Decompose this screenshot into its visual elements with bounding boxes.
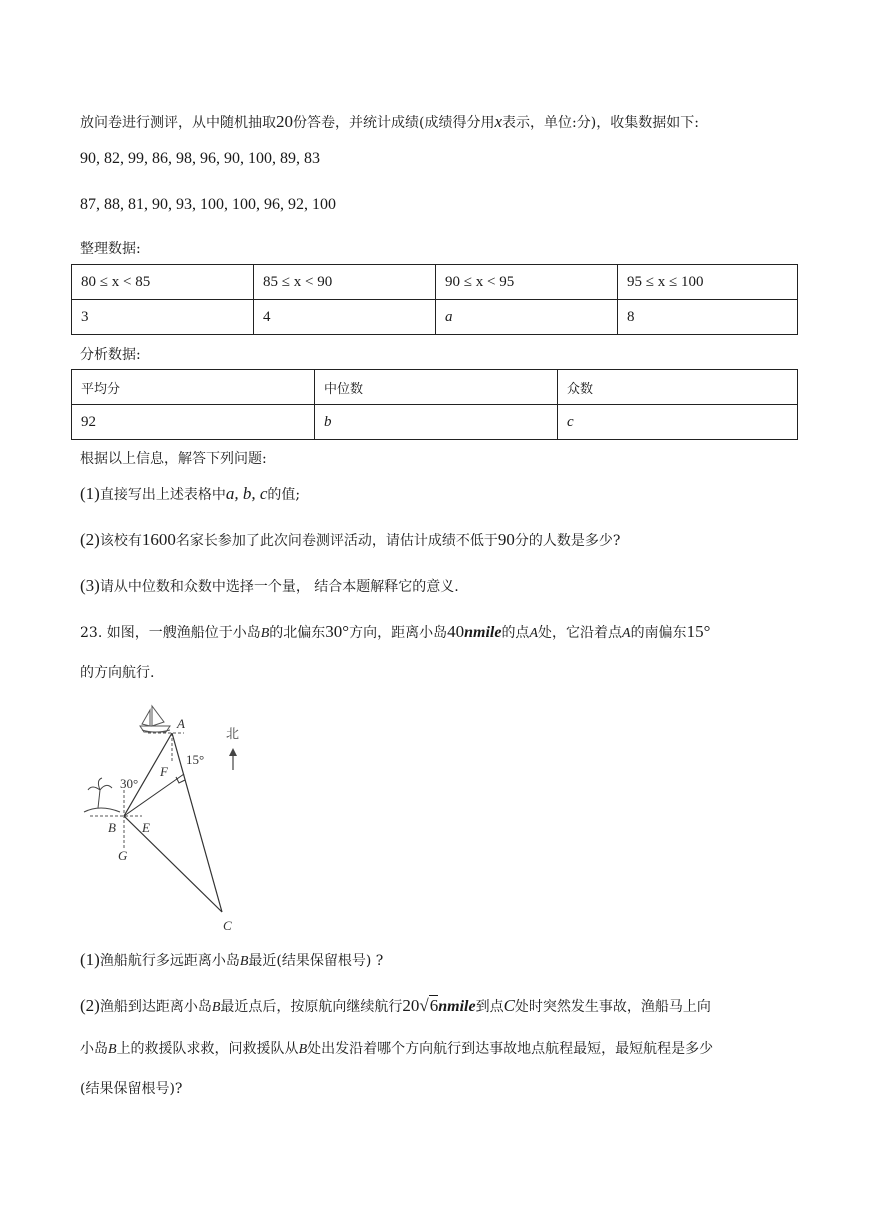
ship-icon (140, 706, 170, 732)
q23-radicand: 6 (429, 996, 439, 1015)
sample-count: 20 (276, 112, 293, 131)
analyze-label: 分析数据: (80, 347, 141, 363)
label-A: A (177, 716, 185, 731)
stats-header-cell: 中位数 (315, 370, 558, 405)
q23-p2-text: 处出发沿着哪个方向航行到达事故地点航程最短，最短航程是多少 (307, 1041, 714, 1057)
label-C: C (223, 918, 232, 933)
q23-var: B (298, 1042, 308, 1057)
instruction: 根据以上信息，解答下列问题: (80, 451, 267, 467)
part-number: (2) (80, 996, 100, 1015)
north-arrow-icon (229, 748, 237, 770)
q23-text: 处，它沿着点 (538, 625, 622, 641)
stats-header-cell: 众数 (558, 370, 798, 405)
angle-15-label: 15° (186, 752, 205, 767)
q23-text: 23. 如图，一艘渔船位于小岛 (80, 625, 261, 641)
freq-value-cell: a (436, 300, 618, 335)
intro-suffix: 表示，单位:分)，收集数据如下: (502, 115, 699, 131)
stats-value-cell: 92 (72, 405, 315, 440)
q22-p2-c: 分的人数是多少? (514, 533, 621, 549)
q23-p2-text: 渔船到达距离小岛 (99, 999, 212, 1015)
q23-p2-text: 处时突然发生事故，渔船马上向 (514, 999, 711, 1015)
q23-unit: nmile (438, 998, 476, 1015)
island-icon (84, 778, 120, 812)
q23-p1-text: 渔船航行多远距离小岛 (99, 953, 240, 969)
intro-mid: 份答卷，并统计成绩(成绩得分用 (293, 115, 495, 131)
table-row (72, 265, 798, 300)
q23-part2-line3: (结果保留根号)? (80, 1081, 183, 1097)
q23-text: 方向，距离小岛 (349, 625, 448, 641)
freq-value-cell: 8 (618, 300, 798, 335)
intro-line (80, 112, 699, 132)
label-E: E (142, 820, 150, 835)
freq-value-cell: 4 (254, 300, 436, 335)
score-variable: x (494, 112, 503, 131)
q23-var: B (260, 626, 270, 641)
intro-prefix: 放问卷进行测评，从中随机抽取 (80, 115, 276, 131)
q22-p3-text: 请从中位数和众数中选择一个量， 结合本题解释它的意义. (99, 579, 459, 595)
q23-text: 的点 (501, 625, 530, 641)
q22-p1-vars: a, b, c (225, 484, 268, 503)
freq-value-cell: 3 (72, 300, 254, 335)
q23-part1 (80, 950, 383, 970)
q23-var: C (503, 996, 515, 1015)
table-row (72, 370, 798, 405)
q23-angle-15: 15° (686, 622, 711, 641)
q23-p2-text: 最近点后，按原航向继续航行 (220, 999, 403, 1015)
right-angle-mark (176, 777, 185, 783)
organize-label: 整理数据: (80, 241, 141, 257)
q23-var: B (211, 1000, 221, 1015)
q23-part2-line1: (2)渔船到达距离小岛B最近点后，按原航向继续航行20√6nmile到点C处时突然发生事故，渔船马上向 (80, 996, 711, 1015)
part-number: (2) (80, 530, 100, 549)
freq-header-cell: 85 ≤ x < 90 (254, 265, 436, 300)
q22-part3 (80, 576, 459, 596)
q23-part2-line2 (80, 1038, 713, 1058)
label-G: G (118, 848, 128, 863)
q23-var: A (622, 626, 631, 641)
freq-header-cell: 80 ≤ x < 85 (72, 265, 254, 300)
label-F: F (160, 764, 168, 779)
table-row (72, 405, 798, 440)
q23-line1 (80, 622, 710, 642)
stats-header-cell: 平均分 (72, 370, 315, 405)
q22-p2-a: 该校有 (99, 533, 142, 549)
angle-30-label: 30° (120, 776, 139, 791)
q22-p1-text: 直接写出上述表格中 (99, 487, 226, 503)
q23-coef: 20 (402, 996, 420, 1015)
q23-angle-30: 30° (325, 622, 350, 641)
q23-p1-text: 最近(结果保留根号) ? (248, 953, 384, 969)
q23-p2-text: 上的救援队求救，问救援队从 (116, 1041, 299, 1057)
data-row-2: 87, 88, 81, 90, 93, 100, 100, 96, 92, 100 (80, 196, 336, 213)
stats-table (71, 369, 798, 440)
freq-header-cell: 90 ≤ x < 95 (436, 265, 618, 300)
q22-part2 (80, 530, 620, 550)
frequency-table (71, 264, 798, 335)
q23-var: A (529, 626, 538, 641)
label-B: B (108, 820, 116, 835)
part-number: (3) (80, 576, 100, 595)
q23-p2-text: 到点 (475, 999, 504, 1015)
freq-header-cell: 95 ≤ x ≤ 100 (618, 265, 798, 300)
north-label: 北 (226, 727, 240, 742)
q22-p2-b: 名家长参加了此次问卷测评活动，请估计成绩不低于 (175, 533, 498, 549)
navigation-figure (80, 700, 260, 940)
q22-p2-n: 1600 (141, 530, 176, 549)
q23-text: 的南偏东 (630, 625, 687, 641)
q23-var: B (239, 954, 249, 969)
q23-text: 的北偏东 (269, 625, 326, 641)
data-row-1: 90, 82, 99, 86, 98, 96, 90, 100, 89, 83 (80, 150, 320, 167)
part-number: (1) (80, 484, 100, 503)
q23-var: B (108, 1042, 117, 1057)
q23-unit: nmile (464, 624, 502, 641)
stats-value-cell: c (558, 405, 798, 440)
table-row (72, 300, 798, 335)
q23-p2-text: 小岛 (80, 1041, 108, 1057)
part-number: (1) (80, 950, 100, 969)
q22-p2-m: 90 (497, 530, 515, 549)
stats-value-cell: b (315, 405, 558, 440)
q23-line2: 的方向航行. (80, 665, 155, 681)
q22-p1-end: 的值; (267, 487, 301, 503)
segment-BC (124, 816, 222, 912)
q23-distance: 40 (447, 622, 465, 641)
q22-part1 (80, 484, 300, 504)
